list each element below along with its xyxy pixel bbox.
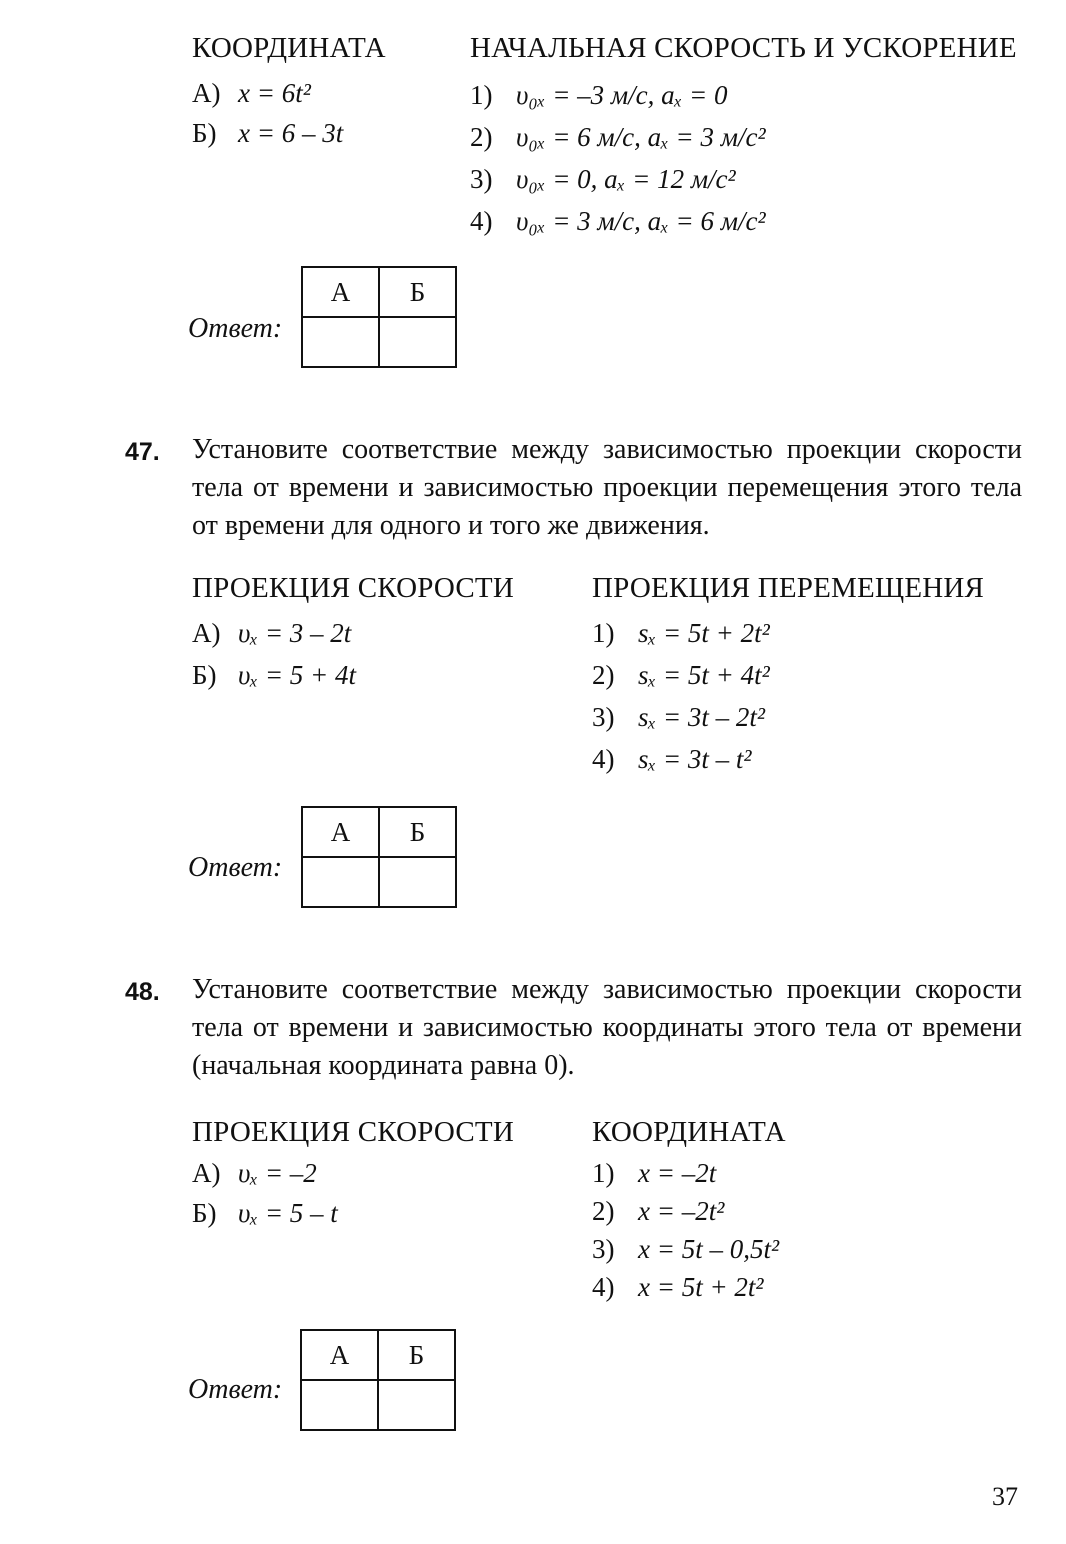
answer-col-header: Б [379, 807, 456, 857]
item-label: Б) [192, 1198, 217, 1228]
formula: υₓ = –2 [238, 1158, 317, 1188]
answer-cell-b[interactable] [378, 1380, 455, 1430]
q47-right-item-4 [592, 744, 752, 775]
formula: x = 5t – 0,5t² [638, 1234, 780, 1264]
q46-right-item-3 [470, 164, 736, 195]
item-number: 2) [470, 122, 493, 152]
formula: sₓ = 3t – t² [638, 744, 752, 774]
item-number: 3) [592, 702, 615, 732]
formula: sₓ = 5t + 2t² [638, 618, 770, 648]
answer-col-header: Б [379, 267, 456, 317]
formula: υₓ = 5 – t [238, 1198, 338, 1228]
item-number: 4) [470, 206, 493, 236]
q47-right-item-1 [592, 618, 770, 649]
item-number: 3) [470, 164, 493, 194]
q47-text: Установите соответствие между зависимостью проекции скорости тела от времени и зависимостью проекции перемещения этого тела от времени для одного и того же движения. [192, 434, 1022, 541]
q46-right-item-4 [470, 206, 766, 237]
q48-right-item-1 [592, 1158, 716, 1189]
item-label: А) [192, 78, 221, 108]
answer-cell-a[interactable] [302, 857, 379, 907]
q48-right-header: КООРДИНАТА [592, 1116, 786, 1148]
answer-cell-a[interactable] [301, 1380, 378, 1430]
q46-left-header: КООРДИНАТА [192, 32, 386, 64]
q47-right-item-3 [592, 702, 765, 733]
formula: υ₀ₓ = –3 м/с, aₓ = 0 [516, 80, 728, 110]
item-number: 4) [592, 744, 615, 774]
q48-left-header: ПРОЕКЦИЯ СКОРОСТИ [192, 1116, 514, 1148]
q47-right-item-2 [592, 660, 770, 691]
q47-answer-table [301, 806, 457, 908]
q47-answer-label: Ответ: [188, 852, 283, 883]
q48-text: Установите соответствие между зависимостью проекции скорости тела от времени и зависимостью координаты этого тела от времени (начальная координата равна 0). [192, 974, 1022, 1081]
answer-cell-b[interactable] [379, 857, 456, 907]
item-number: 2) [592, 1196, 615, 1226]
q47-left-item-a [192, 618, 351, 649]
item-label: А) [192, 618, 221, 648]
q48-left-item-a [192, 1158, 317, 1189]
q48-number: 48. [125, 978, 160, 1006]
page-number: 37 [992, 1482, 1018, 1511]
q46-answer-table [301, 266, 457, 368]
q48-left-item-b [192, 1198, 338, 1229]
formula: x = –2t² [638, 1196, 725, 1226]
formula: x = 6t² [238, 78, 311, 108]
formula: υ₀ₓ = 0, aₓ = 12 м/с² [516, 164, 736, 194]
item-number: 1) [592, 618, 615, 648]
q47-left-header: ПРОЕКЦИЯ СКОРОСТИ [192, 572, 514, 604]
formula: x = 6 – 3t [238, 118, 344, 148]
answer-col-header: А [302, 267, 379, 317]
q48-answer-table [300, 1329, 456, 1431]
q48-right-item-3 [592, 1234, 779, 1265]
item-number: 1) [470, 80, 493, 110]
item-number: 2) [592, 660, 615, 690]
q46-right-item-2 [470, 122, 766, 153]
q46-left-item-a [192, 78, 311, 109]
answer-cell-a[interactable] [302, 317, 379, 367]
answer-col-header: А [302, 807, 379, 857]
answer-cell-b[interactable] [379, 317, 456, 367]
q46-right-item-1 [470, 80, 728, 111]
q46-right-header: НАЧАЛЬНАЯ СКОРОСТЬ И УСКОРЕНИЕ [470, 32, 1017, 64]
q48-right-item-2 [592, 1196, 724, 1227]
q46-answer-label: Ответ: [188, 313, 283, 344]
formula: υₓ = 3 – 2t [238, 618, 352, 648]
q47-right-header: ПРОЕКЦИЯ ПЕРЕМЕЩЕНИЯ [592, 572, 985, 604]
item-number: 3) [592, 1234, 615, 1264]
answer-col-header: Б [378, 1330, 455, 1380]
q48-answer-label: Ответ: [188, 1374, 283, 1405]
formula: x = 5t + 2t² [638, 1272, 764, 1302]
item-label: Б) [192, 660, 217, 690]
formula: sₓ = 3t – 2t² [638, 702, 765, 732]
formula: x = –2t [638, 1158, 717, 1188]
formula: υ₀ₓ = 3 м/с, aₓ = 6 м/с² [516, 206, 766, 236]
formula: υₓ = 5 + 4t [238, 660, 357, 690]
item-label: А) [192, 1158, 221, 1188]
q47-left-item-b [192, 660, 356, 691]
item-number: 4) [592, 1272, 615, 1302]
item-label: Б) [192, 118, 217, 148]
item-number: 1) [592, 1158, 615, 1188]
answer-col-header: А [301, 1330, 378, 1380]
q47-number: 47. [125, 438, 160, 466]
q48-right-item-4 [592, 1272, 764, 1303]
q46-left-item-b [192, 118, 343, 149]
formula: sₓ = 5t + 4t² [638, 660, 770, 690]
formula: υ₀ₓ = 6 м/с, aₓ = 3 м/с² [516, 122, 766, 152]
